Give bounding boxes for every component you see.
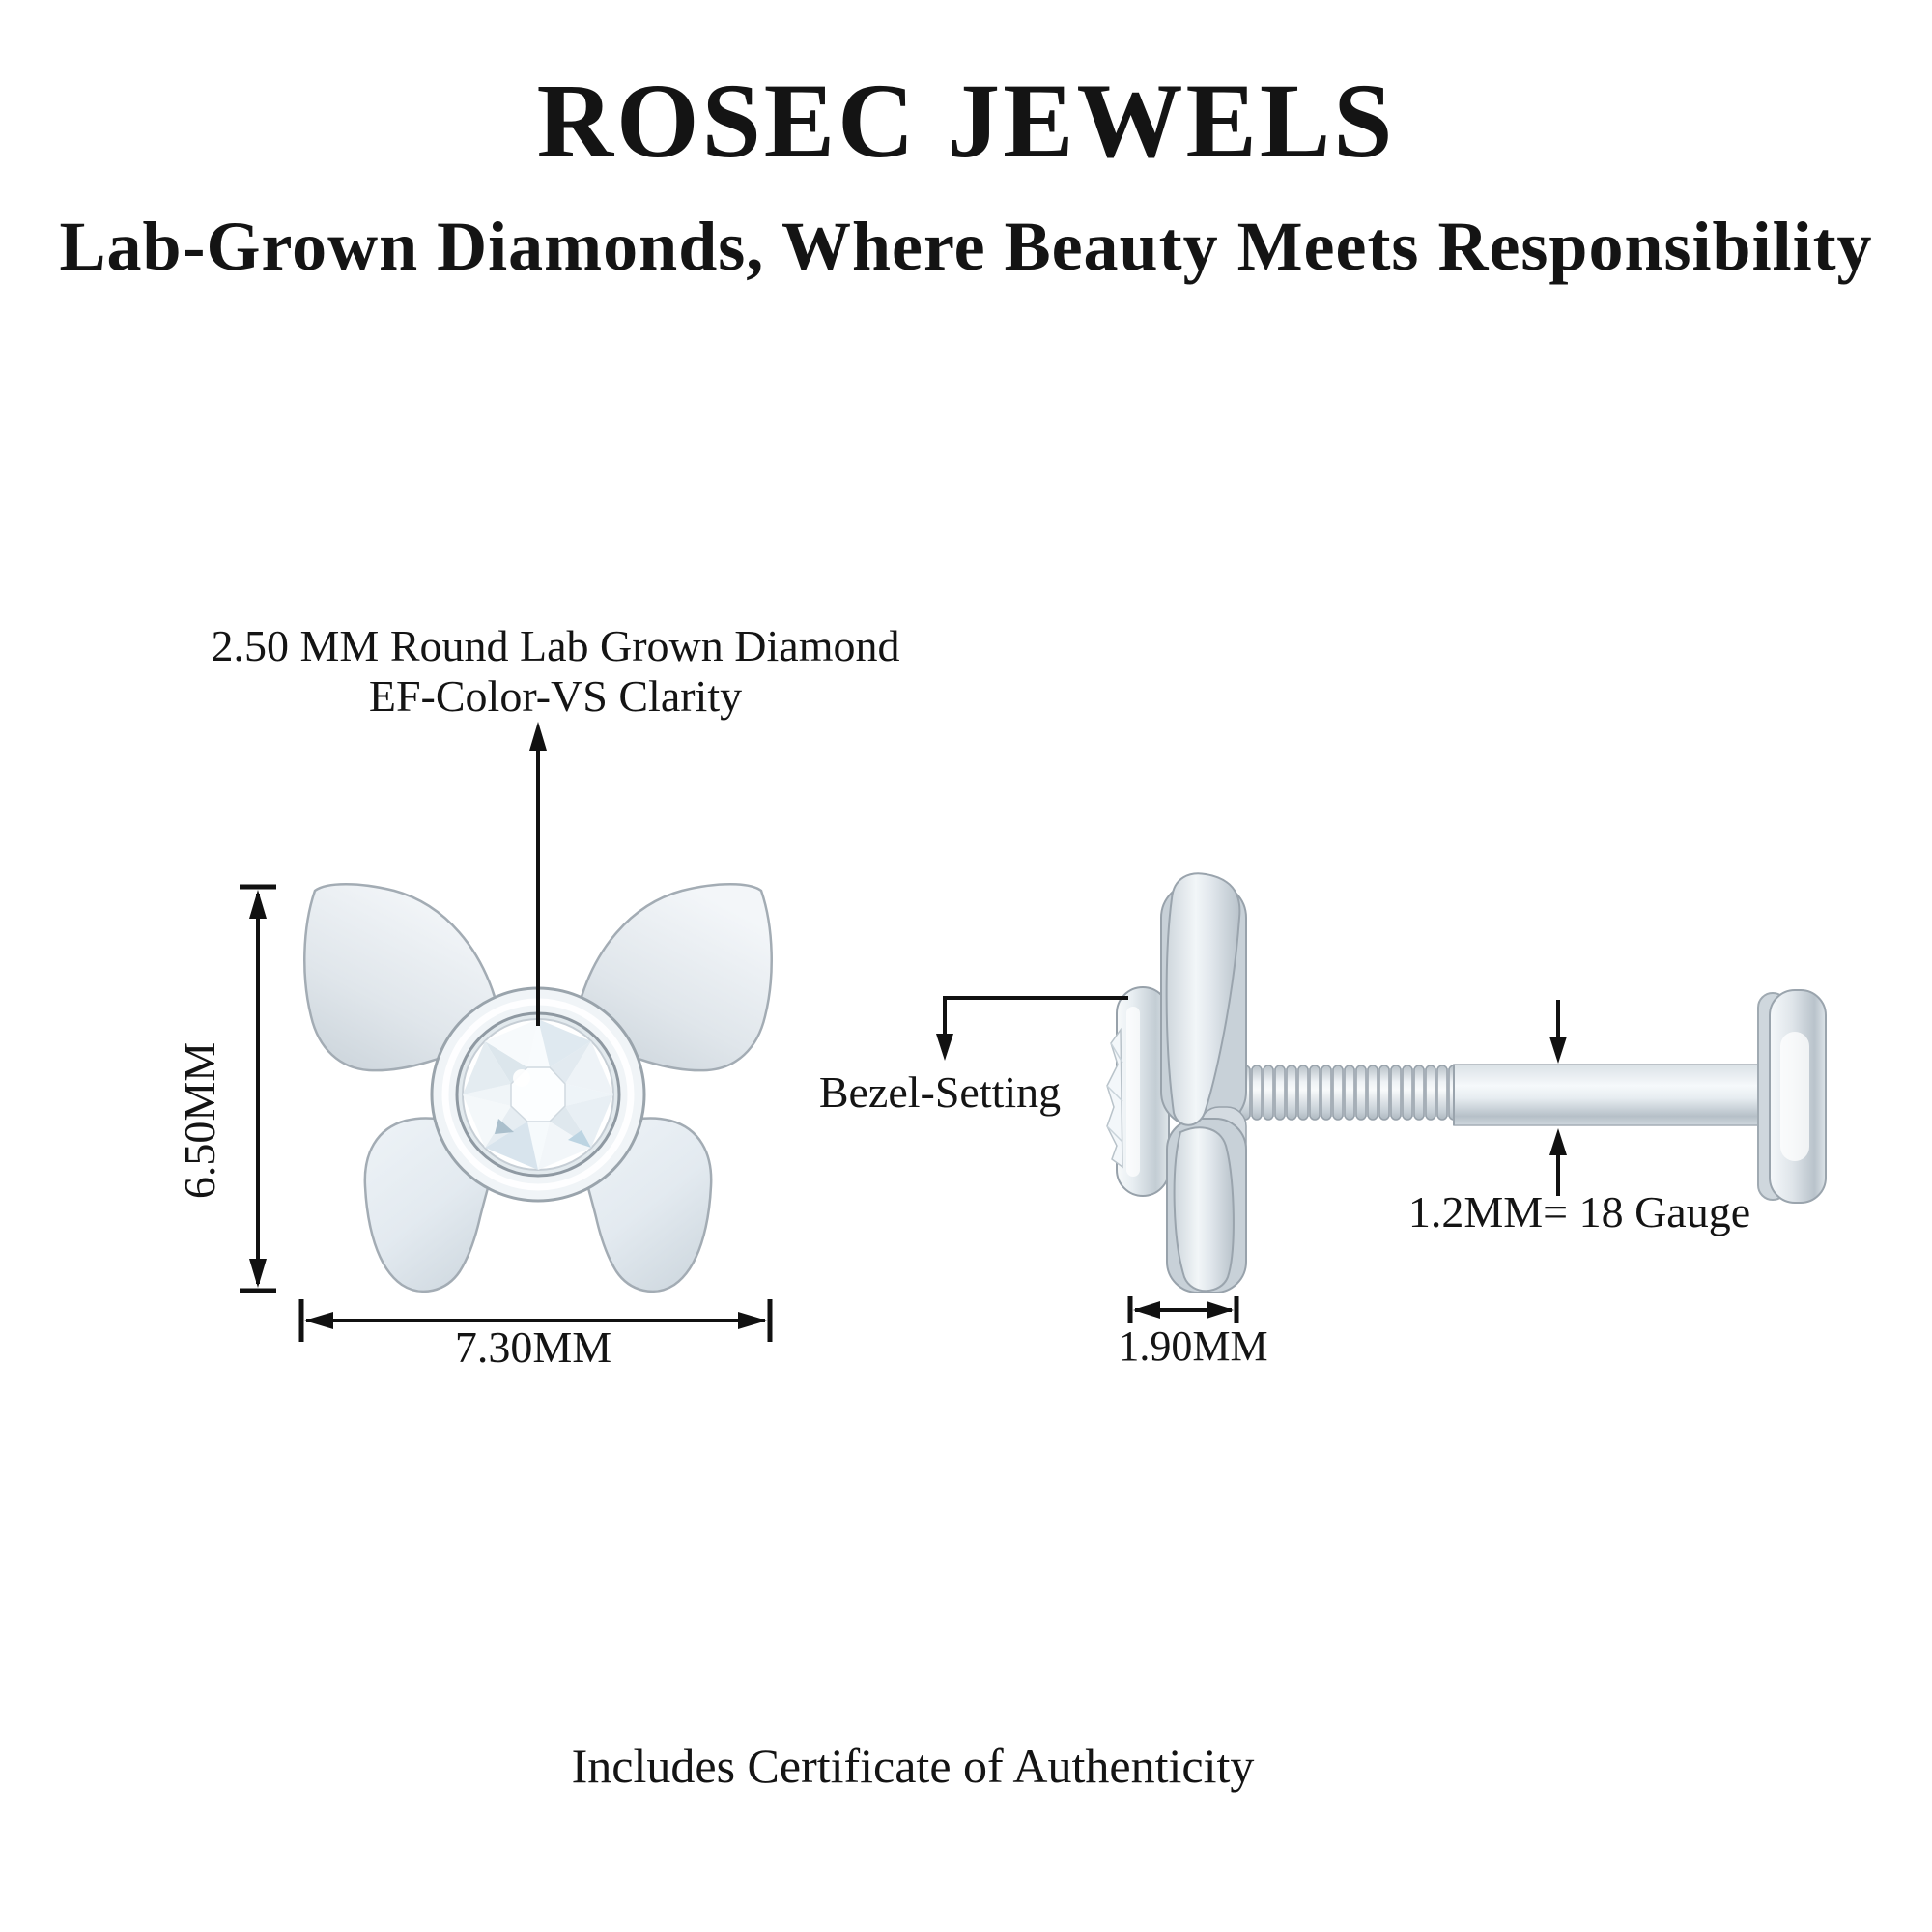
up-arrow-icon	[249, 890, 267, 919]
lower-wing-side	[1175, 1127, 1234, 1291]
diamond	[463, 1019, 613, 1170]
width-dimension	[301, 1299, 770, 1372]
brand-tagline: Lab-Grown Diamonds, Where Beauty Meets Responsibility	[59, 208, 1873, 285]
left-arrow-icon	[304, 1312, 333, 1329]
post-dimension-label: 1.2MM= 18 Gauge	[1407, 1187, 1751, 1236]
stone-annotation-line2: EF-Color-VS Clarity	[368, 671, 743, 721]
down-arrow-icon	[936, 1034, 953, 1061]
width-dimension-label: 7.30MM	[454, 1322, 612, 1372]
thickness-dimension	[1118, 1296, 1267, 1370]
setting-annotation-label: Bezel-Setting	[818, 1067, 1062, 1117]
screw-threads	[1239, 1063, 1454, 1122]
labret-disc-highlight	[1780, 1032, 1809, 1161]
brand-title: ROSEC JEWELS	[536, 62, 1396, 180]
side-view	[819, 873, 1826, 1370]
right-arrow-icon	[738, 1312, 767, 1329]
down-arrow-icon	[1549, 1037, 1567, 1064]
up-arrow-icon	[1549, 1128, 1567, 1155]
diamond-sparkle	[513, 1069, 530, 1087]
height-dimension	[175, 887, 276, 1291]
left-arrow-icon	[1133, 1301, 1160, 1319]
bezel-side-highlight	[1126, 1007, 1140, 1177]
stone-annotation-line1: 2.50 MM Round Lab Grown Diamond	[211, 621, 900, 670]
setting-annotation	[819, 998, 1128, 1117]
right-arrow-icon	[1207, 1301, 1234, 1319]
thickness-dimension-label: 1.90MM	[1118, 1322, 1268, 1370]
earring-post	[1454, 1065, 1768, 1125]
setting-leader-line	[945, 998, 1128, 1053]
front-view	[175, 621, 899, 1372]
up-arrow-icon	[529, 722, 547, 751]
down-arrow-icon	[249, 1259, 267, 1288]
certificate-note: Includes Certificate of Authenticity	[571, 1739, 1255, 1793]
height-dimension-label: 6.50MM	[175, 1041, 224, 1200]
